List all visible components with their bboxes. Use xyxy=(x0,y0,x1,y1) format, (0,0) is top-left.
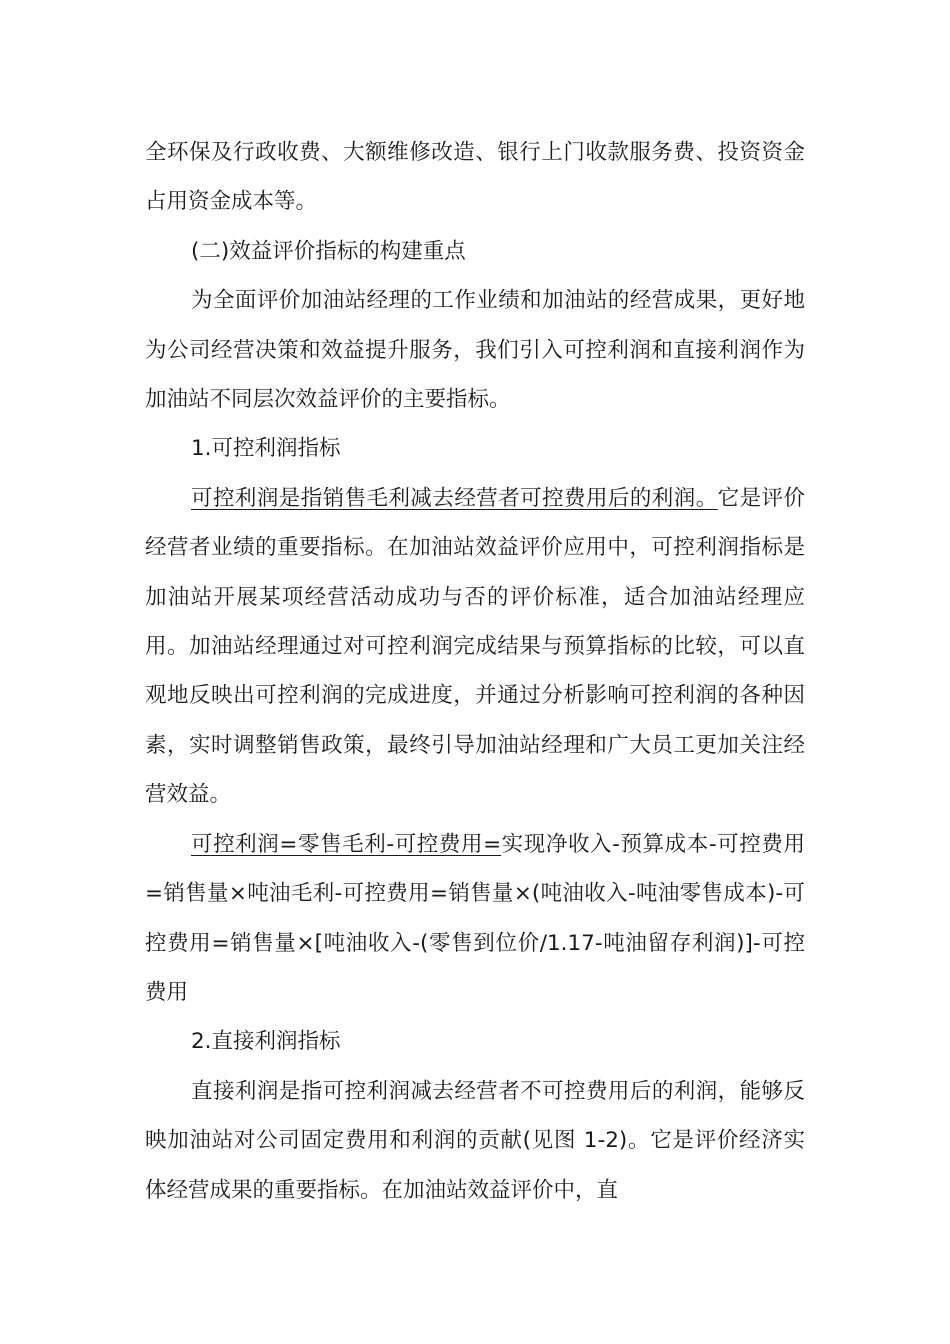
subheading-direct-profit: 2.直接利润指标 xyxy=(191,1029,341,1055)
paragraph-introduction: 为全面评价加油站经理的工作业绩和加油站的经营成果，更好地为公司经营决策和效益提升服务，我们引入可控利润和直接利润作为加油站不同层次效益评价的主要指标。 xyxy=(145,288,805,413)
document-body xyxy=(145,128,805,1215)
paragraph-direct-profit-definition: 直接利润是指可控利润减去经营者不可控费用后的利润，能够反映加油站对公司固定费用和利润的贡献(见图 1-2)。它是评价经济实体经营成果的重要指标。在加油站效益评价中，直 xyxy=(145,1078,805,1203)
subheading-controllable-profit: 1.可控利润指标 xyxy=(191,436,341,462)
definition-explanation: 它是评价经营者业绩的重要指标。在加油站效益评价应用中，可控利润指标是加油站开展某项经营活动成功与否的评价标准，适合加油站经理应用。加油站经理通过对可控利润完成结果与预算指标的比较，可以直观地反映出可控利润的完成进度，并通过分析影响可控利润的各种因素，实时调整销售政策，最终引导加油站经理和广大员工更加关注经营效益。 xyxy=(145,485,805,808)
paragraph-controllable-profit-definition xyxy=(145,474,805,820)
paragraph-continuation: 全环保及行政收费、大额维修改造、银行上门收款服务费、投资资金占用资金成本等。 xyxy=(145,140,805,215)
section-heading-benefit-indicators: (二)效益评价指标的构建重点 xyxy=(191,238,466,264)
underlined-definition: 可控利润是指销售毛利减去经营者可控费用后的利润。 xyxy=(191,485,718,511)
formula-expansion: 实现净收入-预算成本-可控费用=销售量×吨油毛利-可控费用=销售量×(吨油收入-吨油零售成本)-可控费用=销售量×[吨油收入-(零售到位价/1.17-吨油留存利润)]-可控费用 xyxy=(145,831,805,1005)
underlined-formula: 可控利润=零售毛利-可控费用= xyxy=(191,831,502,857)
paragraph-controllable-profit-formula xyxy=(145,820,805,1018)
